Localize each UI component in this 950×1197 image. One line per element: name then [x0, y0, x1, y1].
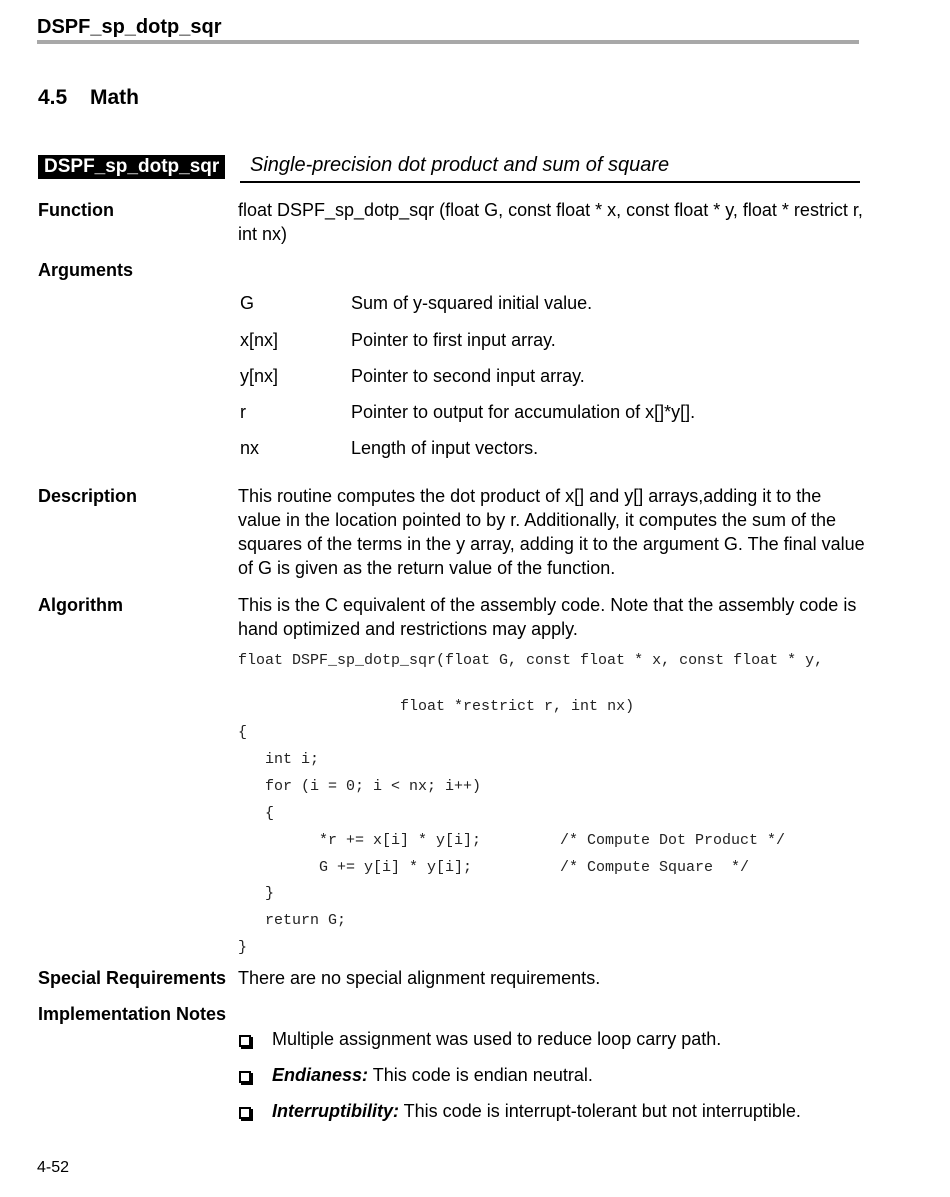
- code-line: [238, 858, 868, 878]
- description-label: Description: [38, 486, 138, 506]
- section-title: Math: [90, 86, 139, 109]
- note-item: [272, 1027, 721, 1051]
- checkbox-bullet-icon: [239, 1035, 251, 1047]
- note-lead: Interruptibility:: [272, 1101, 399, 1121]
- code-line: return G;: [238, 912, 347, 929]
- special-requirements-label: Special Requirements: [38, 968, 227, 988]
- argument-name: y[nx]: [240, 366, 279, 386]
- code-line: float DSPF_sp_dotp_sqr(float G, const float * x, const float * y,: [238, 652, 824, 669]
- note-item: [272, 1099, 801, 1123]
- implementation-notes-label: Implementation Notes: [38, 1004, 227, 1024]
- argument-name: x[nx]: [240, 330, 279, 350]
- argument-description: Sum of y-squared initial value.: [351, 293, 593, 313]
- section-number: 4.5: [38, 86, 68, 109]
- note-text: Multiple assignment was used to reduce loop carry path.: [272, 1029, 722, 1049]
- code-line: {: [238, 805, 275, 822]
- code-line: }: [238, 939, 248, 956]
- argument-description: Pointer to first input array.: [351, 330, 556, 350]
- algorithm-label: Algorithm: [38, 595, 123, 615]
- code-comment: /* Compute Dot Product */: [560, 832, 786, 849]
- code-line: }: [238, 885, 275, 902]
- algorithm-text: This is the C equivalent of the assembly code. Note that the assembly code is hand optimized and restrictions may apply.: [238, 595, 857, 639]
- argument-description: Pointer to second input array.: [351, 366, 585, 386]
- function-label: Function: [38, 200, 114, 220]
- note-lead: Endianess:: [272, 1065, 369, 1085]
- note-text: This code is interrupt-tolerant but not interruptible.: [399, 1101, 801, 1121]
- argument-name: r: [240, 402, 246, 422]
- header-rule: [37, 40, 859, 44]
- note-item: [272, 1063, 593, 1087]
- section-heading: [38, 85, 139, 111]
- running-head: DSPF_sp_dotp_sqr: [37, 16, 222, 38]
- argument-description: Pointer to output for accumulation of x[]*y[].: [351, 402, 696, 422]
- code-line: float *restrict r, int nx): [238, 698, 635, 715]
- special-requirements-text: There are no special alignment requirements.: [238, 968, 601, 988]
- function-subtitle: Single-precision dot product and sum of square: [250, 154, 670, 176]
- checkbox-bullet-icon: [239, 1107, 251, 1119]
- argument-name: G: [240, 293, 255, 313]
- arguments-label: Arguments: [38, 260, 134, 280]
- code-statement: *r += x[i] * y[i];: [238, 832, 482, 849]
- function-heading-rule: [240, 181, 860, 183]
- checkbox-bullet-icon: [239, 1071, 251, 1083]
- code-comment: /* Compute Square */: [560, 859, 750, 876]
- note-text: This code is endian neutral.: [368, 1065, 593, 1085]
- code-statement: G += y[i] * y[i];: [238, 859, 473, 876]
- code-line: for (i = 0; i < nx; i++): [238, 778, 482, 795]
- argument-name: nx: [240, 438, 260, 458]
- description-text: This routine computes the dot product of x[] and y[] arrays,adding it to the value in the location pointed to by r. Additionally, it computes the sum of the squares of the terms in the y array, adding it to the argument G. The final value of G is given as the return value of the function.: [238, 486, 865, 578]
- page-number: 4-52: [37, 1159, 70, 1176]
- code-line: {: [238, 724, 248, 741]
- function-signature: float DSPF_sp_dotp_sqr (float G, const float * x, const float * y, float * restrict r, int nx): [238, 200, 863, 244]
- code-line: [238, 831, 868, 851]
- function-name-tag: DSPF_sp_dotp_sqr: [38, 155, 225, 179]
- code-line: int i;: [238, 751, 320, 768]
- argument-description: Length of input vectors.: [351, 438, 539, 458]
